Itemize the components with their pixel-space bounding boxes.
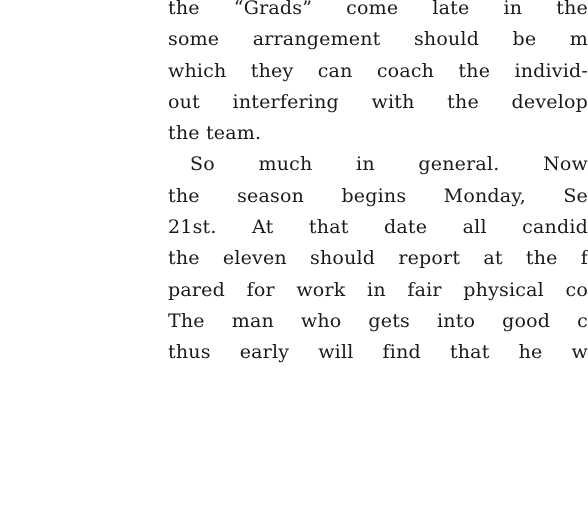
text-line: some arrangement should be m bbox=[168, 28, 588, 51]
paragraph-start-line: So much in general. Now bbox=[190, 153, 588, 176]
text-line: the eleven should report at the f bbox=[168, 247, 588, 270]
text-line: 21st. At that date all candid bbox=[168, 216, 588, 239]
text-line: The man who gets into good c bbox=[168, 309, 588, 332]
text-line: the season begins Monday, Se bbox=[168, 184, 588, 207]
text-line: the “Grads” come late in the bbox=[168, 0, 588, 19]
text-line: the team. bbox=[168, 122, 262, 145]
page-text-column bbox=[168, 0, 588, 369]
text-line: pared for work in fair physical co bbox=[168, 278, 588, 301]
text-line: which they can coach the individ- bbox=[168, 59, 588, 82]
text-line: thus early will find that he w bbox=[168, 341, 588, 364]
text-line: out interfering with the develop bbox=[168, 90, 588, 113]
